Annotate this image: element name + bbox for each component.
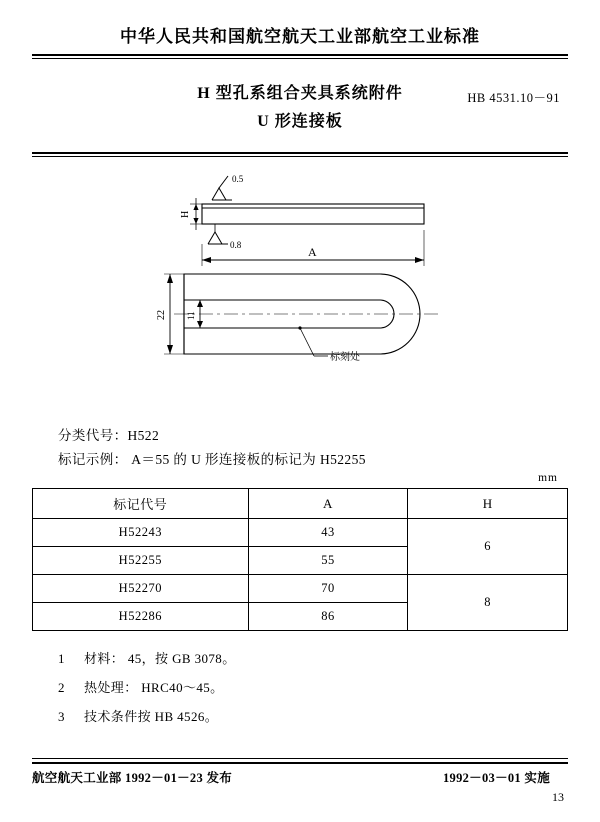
divider-bottom-thin: [32, 758, 568, 759]
note-text: 技术条件按 HB 4526。: [84, 709, 219, 724]
divider-mid-thick: [32, 152, 568, 154]
page-number: 13: [552, 790, 564, 804]
footer-issue-info: 航空航天工业部 1992－01－23 发布: [32, 771, 233, 785]
organization-title: 中华人民共和国航空航天工业部航空工业标准: [120, 27, 480, 46]
table-header-row: [33, 489, 568, 519]
divider-top-thin: [32, 58, 568, 59]
cell-code: H52270: [33, 575, 249, 603]
classification-code-label: 分类代号：: [58, 428, 128, 443]
note-number: 2: [58, 680, 65, 695]
table-header-code: 标记代号: [33, 489, 249, 519]
cell-a: 55: [248, 547, 408, 575]
notes-list: [58, 648, 236, 735]
note-item: [58, 677, 236, 696]
table-header-h: H: [408, 489, 568, 519]
cell-code: H52255: [33, 547, 249, 575]
cell-h: 8: [408, 575, 568, 631]
divider-bottom-thick: [32, 762, 568, 764]
table-header-a: A: [248, 489, 408, 519]
cell-a: 86: [248, 603, 408, 631]
mark-note-label: 标刻处: [330, 352, 360, 363]
footer-effective-info: 1992－03－01 实施: [442, 771, 550, 785]
document-title-line-1: H 型孔系组合夹具系统附件: [197, 85, 403, 102]
cell-a: 70: [248, 575, 408, 603]
dimension-table: [32, 488, 568, 631]
surface-finish-bottom-label: 0.8: [230, 240, 242, 250]
table-row: [33, 519, 568, 547]
classification-code-value: H522: [127, 428, 160, 443]
cell-a: 43: [248, 519, 408, 547]
dimension-h-label: H: [180, 210, 191, 218]
cell-h: 6: [408, 519, 568, 575]
dimension-table-wrapper: [32, 488, 568, 631]
table-row: [33, 575, 568, 603]
marking-example-line: 标记示例： A＝55 的 U 形连接板的标记为 H52255: [58, 452, 366, 467]
divider-top-thick: [32, 54, 568, 56]
note-number: 1: [58, 651, 65, 666]
technical-drawing: [150, 170, 470, 390]
classification-code-line: [58, 424, 159, 444]
dimension-11-label: 11: [186, 311, 196, 320]
note-text: 材料： 45，按 GB 3078。: [84, 651, 236, 666]
dimension-a-label: A: [308, 245, 317, 259]
cell-code: H52243: [33, 519, 249, 547]
document-title-line-2: U 形连接板: [257, 113, 343, 130]
note-item: [58, 706, 236, 725]
unit-label: mm: [538, 472, 558, 484]
note-text: 热处理： HRC40～45。: [84, 680, 224, 695]
surface-finish-top-label: 0.5: [232, 174, 244, 184]
note-item: [58, 648, 236, 667]
divider-mid-thin: [32, 156, 568, 157]
standard-code: HB 4531.10－91: [467, 91, 560, 105]
dimension-22-label: 22: [156, 310, 167, 320]
cell-code: H52286: [33, 603, 249, 631]
note-number: 3: [58, 709, 65, 724]
